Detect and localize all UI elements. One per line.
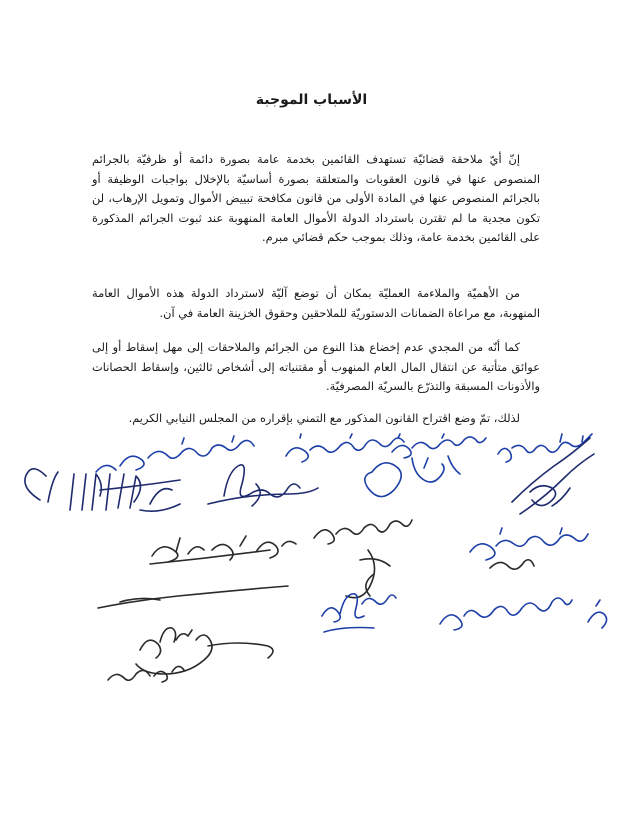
paragraph-3 bbox=[92, 338, 540, 397]
signatures-area bbox=[0, 428, 623, 728]
paragraph-2 bbox=[92, 284, 540, 323]
document-title: الأسباب الموجبة bbox=[255, 92, 368, 108]
signature-15 bbox=[136, 628, 273, 674]
signature-13 bbox=[322, 594, 396, 632]
signature-4 bbox=[96, 436, 254, 472]
signature-11 bbox=[470, 528, 588, 569]
paragraph-1-text: إنّ أيّ ملاحقة قضائيّة تستهدف القائمين بخدمة عامة بصورة دائمة أو ظرفيّة بالجرائم المنصوص عنها في قانون العقوبات والمتعلقة بصورة أساسيّة بالإخلال بواجبات الوظيفة أو بالجرائم المنصوص عنها في المادة الأولى من قانون مكافحة تبييض الأموال وتمويل الإرهاب، لن تكون مجدية ما لم تقترن باسترداد الدولة الأموال العامة المنهوبة عند ثبوت الجرائم المذكورة على القائمين بخدمة عامة، وذلك بموجب حكم قضائي مبرم. bbox=[92, 152, 540, 245]
signature-7 bbox=[365, 456, 460, 497]
signature-2 bbox=[392, 434, 486, 458]
signature-8 bbox=[512, 438, 594, 514]
signature-12 bbox=[98, 586, 288, 608]
signature-14 bbox=[440, 598, 607, 630]
signature-9 bbox=[150, 536, 296, 564]
signature-10 bbox=[314, 520, 412, 598]
paragraph-3-text: كما أنّه من المجدي عدم إخضاع هذا النوع من الجرائم والملاحقات إلى مهل إسقاط أو إلى عوائق متأتية عن انتقال المال العام المنهوب أو مقتنياته إلى أشخاص ثالثين، وإسقاط الحصانات والأذونات المسبقة والتذرّع بالسريّة المصرفيّة. bbox=[92, 340, 540, 394]
signature-5 bbox=[25, 469, 180, 511]
paragraph-4 bbox=[92, 409, 540, 429]
paragraph-4-text: لذلك، تمّ وضع اقتراح القانون المذكور مع التمني بإقراره من المجلس النيابي الكريم. bbox=[128, 411, 520, 425]
signatures-drawing bbox=[0, 428, 623, 728]
paragraph-1 bbox=[92, 150, 540, 248]
signature-3 bbox=[286, 434, 404, 462]
signature-6 bbox=[208, 465, 318, 506]
paragraph-2-text: من الأهميّة والملاءمة العمليّة بمكان أن توضع آليّة لاسترداد الدولة هذه الأموال العامة المنهوبة، مع مراعاة الضمانات الدستوريّة للملاحقين وحقوق الخزينة العامة في آن. bbox=[92, 286, 540, 320]
